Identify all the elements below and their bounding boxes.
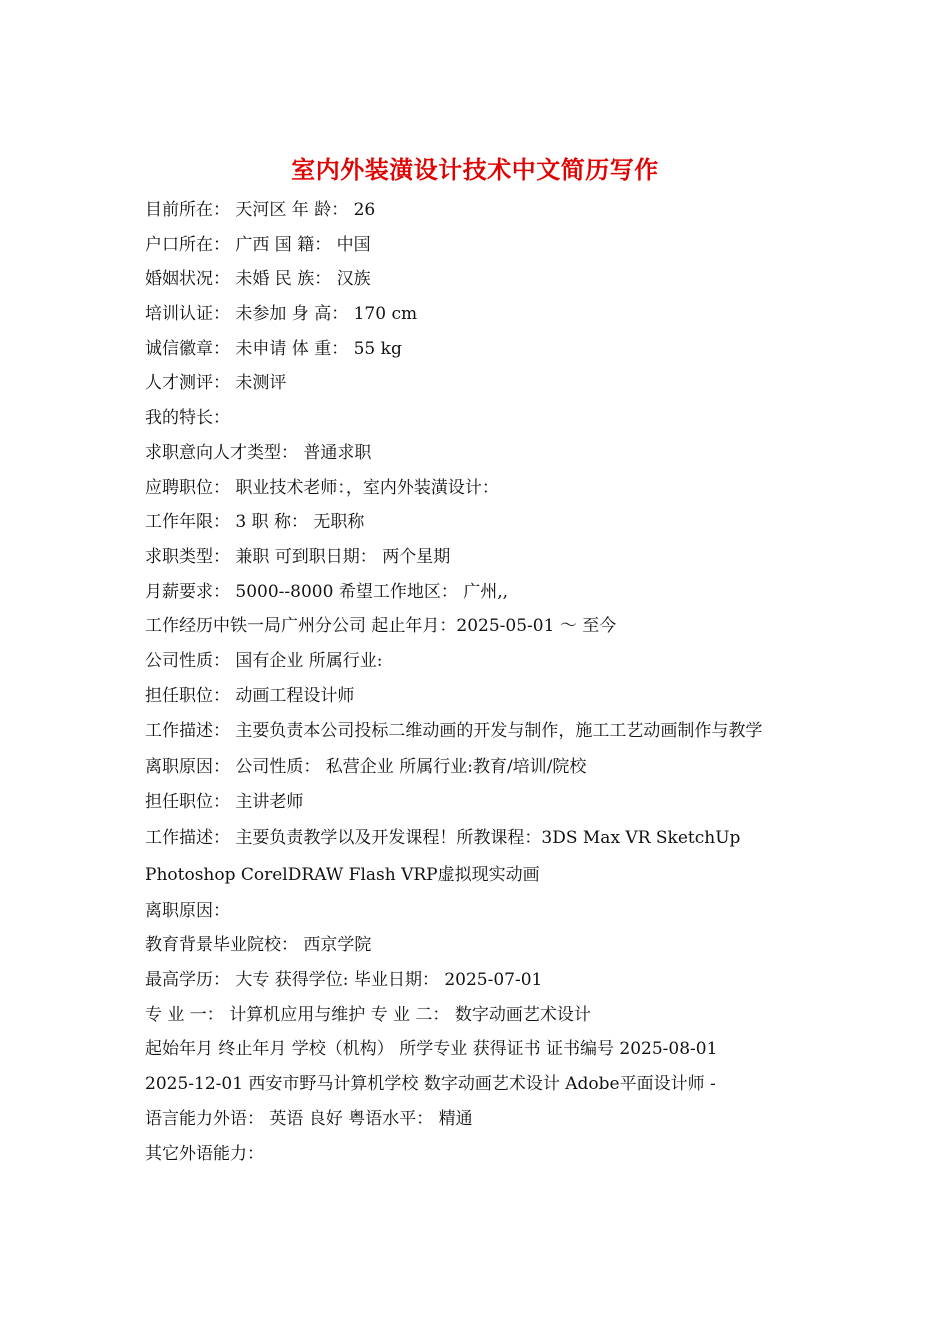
- resume-line-major: 专 业 一： 计算机应用与维护 专 业 二： 数字动画艺术设计: [145, 1004, 591, 1025]
- resume-line-specialty: 我的特长：: [145, 408, 230, 429]
- resume-line-training-row: 2025-12-01 西安市野马计算机学校 数字动画艺术设计 Adobe平面设计师 -: [145, 1074, 716, 1095]
- page-title: 室内外装潢设计技术中文简历写作: [291, 155, 659, 184]
- resume-line-marital: 婚姻状况： 未婚 民 族： 汉族: [145, 269, 371, 290]
- resume-line-salary: 月薪要求： 5000--8000 希望工作地区： 广州,,: [145, 581, 509, 602]
- resume-line-degree: 最高学历： 大专 获得学位: 毕业日期： 2025-07-01: [145, 970, 543, 991]
- resume-line-role: 担任职位： 动画工程设计师: [145, 685, 355, 706]
- resume-line-job-intent: 求职意向人才类型： 普通求职: [145, 442, 372, 463]
- resume-line-years: 工作年限： 3 职 称： 无职称: [145, 512, 365, 533]
- resume-line-work-description: 工作描述： 主要负责本公司投标二维动画的开发与制作，施工工艺动画制作与教学: [145, 721, 763, 742]
- resume-line-job-type: 求职类型： 兼职 可到职日期： 两个星期: [145, 546, 451, 567]
- resume-line-certification: 培训认证： 未参加 身 高： 170 cm: [145, 304, 418, 325]
- resume-line-assessment: 人才测评： 未测评: [145, 373, 287, 394]
- resume-line-integrity: 诚信徽章： 未申请 体 重： 55 kg: [145, 338, 402, 359]
- resume-line-language: 语言能力外语： 英语 良好 粤语水平： 精通: [145, 1108, 473, 1129]
- resume-line-role-2: 担任职位： 主讲老师: [145, 792, 304, 812]
- resume-line-other-language: 其它外语能力：: [145, 1143, 264, 1164]
- resume-line-position: 应聘职位： 职业技术老师：，室内外装潢设计：: [145, 477, 499, 498]
- resume-line-education: 教育背景毕业院校： 西京学院: [145, 935, 372, 956]
- resume-line-location: 目前所在： 天河区 年 龄： 26: [145, 200, 376, 220]
- resume-line-leave-reason: 离职原因： 公司性质： 私营企业 所属行业:教育/培训/院校: [145, 757, 587, 778]
- resume-line-company-type: 公司性质： 国有企业 所属行业:: [145, 650, 383, 671]
- resume-line-work-history: 工作经历中铁一局广州分公司 起止年月：2025-05-01 ～ 至今: [145, 616, 617, 637]
- resume-line-training-header: 起始年月 终止年月 学校（机构） 所学专业 获得证书 证书编号 2025-08-01: [145, 1039, 718, 1060]
- resume-line-hukou: 户口所在： 广西 国 籍： 中国: [145, 234, 371, 255]
- resume-line-work-description-2: 工作描述： 主要负责教学以及开发课程！所教课程：3DS Max VR SketchUp Photoshop CorelDRAW Flash VRP虚拟现实动画: [145, 827, 741, 885]
- resume-body: [145, 193, 815, 1171]
- resume-line-leave-reason-2: 离职原因：: [145, 900, 230, 921]
